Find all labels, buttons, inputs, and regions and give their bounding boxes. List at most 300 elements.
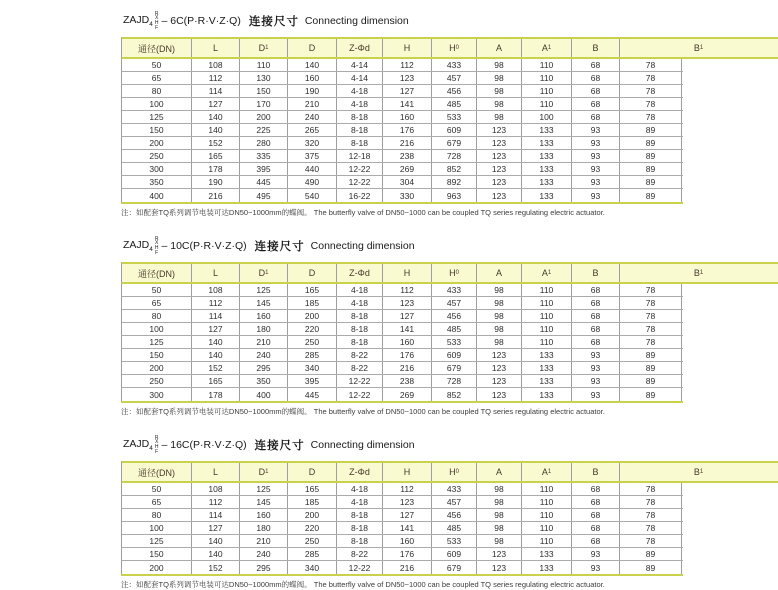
dimension-table-10c	[121, 262, 778, 403]
cell-B1: 78	[620, 535, 682, 547]
column-header-D1: D 1	[240, 39, 288, 57]
cell-DN: 300	[122, 388, 192, 401]
cell-H0: 679	[432, 137, 477, 149]
cell-H0: 433	[432, 59, 477, 71]
column-header-A1: A 1	[522, 463, 572, 481]
cell-H: 112	[383, 59, 432, 71]
cell-B1: 89	[620, 189, 682, 202]
column-header-H: H	[383, 463, 432, 481]
cell-D: 250	[288, 535, 337, 547]
cell-D: 165	[288, 284, 337, 296]
cell-D1: 240	[240, 548, 288, 560]
cell-A1: 133	[522, 548, 572, 560]
cell-L: 114	[192, 85, 240, 97]
cell-H0: 728	[432, 375, 477, 387]
cell-B1: 89	[620, 349, 682, 361]
cell-D: 185	[288, 297, 337, 309]
model-code: $ZAJD_4$	[123, 238, 153, 254]
cell-D: 265	[288, 124, 337, 136]
cell-A1: 110	[522, 310, 572, 322]
cell-D: 395	[288, 375, 337, 387]
cell-DN: 350	[122, 176, 192, 188]
cell-Z-d: 4-18	[337, 297, 383, 309]
table-title-10c	[123, 233, 778, 259]
cell-H0: 679	[432, 561, 477, 574]
cell-A: 98	[477, 111, 522, 123]
cell-H: 238	[383, 150, 432, 162]
cell-B1: 89	[620, 150, 682, 162]
table-row-dn-100	[121, 522, 683, 535]
cell-A: 123	[477, 375, 522, 387]
cell-A: 98	[477, 535, 522, 547]
table-row-dn-350	[121, 176, 683, 189]
cell-A1: 133	[522, 375, 572, 387]
cell-D1: 200	[240, 111, 288, 123]
cell-A: 123	[477, 362, 522, 374]
cell-B1: 78	[620, 522, 682, 534]
cell-B1: 89	[620, 137, 682, 149]
cell-DN: 65	[122, 496, 192, 508]
cell-A: 123	[477, 124, 522, 136]
cell-L: 152	[192, 561, 240, 574]
cell-A: 98	[477, 483, 522, 495]
cell-L: 108	[192, 59, 240, 71]
cell-DN: 50	[122, 483, 192, 495]
cell-Z-d: 12-22	[337, 163, 383, 175]
cell-D1: 295	[240, 362, 288, 374]
title-english: Connecting dimension	[310, 439, 415, 451]
table-section-10c	[121, 233, 778, 417]
cell-B1: 78	[620, 284, 682, 296]
cell-D: 320	[288, 137, 337, 149]
cell-D: 240	[288, 111, 337, 123]
cell-H0: 457	[432, 496, 477, 508]
cell-H: 160	[383, 535, 432, 547]
column-header-DN: 通径(DN)	[122, 463, 192, 481]
cell-A1: 133	[522, 362, 572, 374]
table-row-dn-100	[121, 323, 683, 336]
cell-H0: 852	[432, 388, 477, 401]
cell-H: 269	[383, 163, 432, 175]
cell-H: 330	[383, 189, 432, 202]
cell-D1: 130	[240, 72, 288, 84]
cell-H0: 892	[432, 176, 477, 188]
table-note: 注：如配套TQ系列调节电装可达DN50~1000mm的蝶阀。 The butterfly valve of DN50~1000 can be coupled TQ series regulating electric actuator.	[121, 208, 605, 217]
cell-Z-d: 4-18	[337, 98, 383, 110]
cell-H0: 485	[432, 323, 477, 335]
table-row-dn-65	[121, 496, 683, 509]
cell-H0: 679	[432, 362, 477, 374]
cell-B: 93	[572, 375, 620, 387]
cell-H: 141	[383, 98, 432, 110]
cell-B: 68	[572, 111, 620, 123]
cell-Z-d: 12-22	[337, 176, 383, 188]
cell-B: 68	[572, 496, 620, 508]
cell-Z-d: 4-18	[337, 483, 383, 495]
cell-A: 123	[477, 189, 522, 202]
cell-B1: 89	[620, 561, 682, 574]
cell-Z-d: 12-22	[337, 561, 383, 574]
cell-A1: 110	[522, 297, 572, 309]
cell-L: 140	[192, 535, 240, 547]
cell-A: 98	[477, 509, 522, 521]
cell-A1: 133	[522, 150, 572, 162]
cell-D: 185	[288, 496, 337, 508]
cell-A: 123	[477, 349, 522, 361]
table-row-dn-125	[121, 111, 683, 124]
cell-H: 127	[383, 310, 432, 322]
cell-L: 108	[192, 483, 240, 495]
cell-B: 68	[572, 323, 620, 335]
cell-H0: 433	[432, 483, 477, 495]
cell-D1: 160	[240, 310, 288, 322]
cell-H: 160	[383, 111, 432, 123]
cell-DN: 100	[122, 323, 192, 335]
cell-DN: 80	[122, 85, 192, 97]
cell-D1: 110	[240, 59, 288, 71]
cell-A1: 110	[522, 535, 572, 547]
cell-D1: 160	[240, 509, 288, 521]
cell-H0: 456	[432, 509, 477, 521]
cell-A: 98	[477, 323, 522, 335]
cell-B: 68	[572, 59, 620, 71]
table-row-dn-300	[121, 388, 683, 401]
cell-H: 141	[383, 323, 432, 335]
cell-D1: 225	[240, 124, 288, 136]
cell-H: 141	[383, 522, 432, 534]
cell-B: 93	[572, 163, 620, 175]
cell-DN: 250	[122, 375, 192, 387]
column-header-H: H	[383, 264, 432, 282]
cell-H0: 485	[432, 522, 477, 534]
cell-L: 114	[192, 509, 240, 521]
cell-DN: 100	[122, 522, 192, 534]
table-row-dn-100	[121, 98, 683, 111]
cell-H0: 533	[432, 111, 477, 123]
table-row-dn-150	[121, 349, 683, 362]
cell-D1: 350	[240, 375, 288, 387]
cell-H: 127	[383, 509, 432, 521]
cell-H0: 609	[432, 124, 477, 136]
cell-A: 123	[477, 548, 522, 560]
cell-L: 140	[192, 336, 240, 348]
cell-D: 445	[288, 388, 337, 401]
cell-L: 165	[192, 150, 240, 162]
table-row-dn-65	[121, 72, 683, 85]
table-body	[121, 284, 683, 403]
cell-D: 160	[288, 72, 337, 84]
column-header-D: D	[288, 39, 337, 57]
column-header-Z-d: Z-Φd	[337, 264, 383, 282]
cell-A1: 133	[522, 561, 572, 574]
cell-B1: 89	[620, 362, 682, 374]
cell-A: 123	[477, 388, 522, 401]
cell-A1: 110	[522, 483, 572, 495]
cell-A1: 133	[522, 349, 572, 361]
cell-A: 98	[477, 336, 522, 348]
table-row-dn-50	[121, 59, 683, 72]
cell-Z-d: 12-22	[337, 388, 383, 401]
table-note: 注：如配套TQ系列调节电装可达DN50~1000mm的蝶阀。 The butterfly valve of DN50~1000 can be coupled TQ series regulating electric actuator.	[121, 580, 605, 589]
cell-A1: 110	[522, 284, 572, 296]
cell-H0: 609	[432, 349, 477, 361]
cell-A1: 133	[522, 124, 572, 136]
cell-A: 123	[477, 137, 522, 149]
table-row-dn-50	[121, 284, 683, 297]
table-row-dn-125	[121, 535, 683, 548]
column-header-B1: B 1	[693, 268, 704, 278]
cell-DN: 125	[122, 111, 192, 123]
cell-A1: 110	[522, 98, 572, 110]
cell-D1: 295	[240, 561, 288, 574]
column-header-D1: D 1	[240, 463, 288, 481]
cell-A1: 110	[522, 323, 572, 335]
cell-A: 98	[477, 522, 522, 534]
cell-B1: 89	[620, 163, 682, 175]
cell-D: 285	[288, 349, 337, 361]
cell-Z-d: 4-18	[337, 496, 383, 508]
cell-D: 540	[288, 189, 337, 202]
cell-DN: 200	[122, 362, 192, 374]
cell-B: 93	[572, 189, 620, 202]
pressure-spec: – 16C(P·R·V·Z·Q)	[161, 439, 247, 451]
cell-H: 216	[383, 362, 432, 374]
cell-A: 98	[477, 59, 522, 71]
cell-H0: 485	[432, 98, 477, 110]
cell-A: 98	[477, 310, 522, 322]
cell-A: 123	[477, 561, 522, 574]
cell-Z-d: 8-18	[337, 509, 383, 521]
cell-Z-d: 4-14	[337, 72, 383, 84]
cell-D: 285	[288, 548, 337, 560]
table-title-6c	[123, 8, 778, 34]
column-header-H0: H 0	[432, 463, 477, 481]
column-header-DN: 通径(DN)	[122, 264, 192, 282]
cell-L: 108	[192, 284, 240, 296]
cell-DN: 100	[122, 98, 192, 110]
table-body	[121, 59, 683, 204]
column-header-Z-d: Z-Φd	[337, 39, 383, 57]
cell-B1: 78	[620, 509, 682, 521]
cell-DN: 200	[122, 561, 192, 574]
cell-H: 238	[383, 375, 432, 387]
column-header-B: B	[572, 264, 620, 282]
table-header-row	[121, 262, 778, 284]
cell-L: 127	[192, 522, 240, 534]
column-header-H0: H 0	[432, 39, 477, 57]
cell-DN: 300	[122, 163, 192, 175]
column-header-L: L	[192, 39, 240, 57]
cell-A: 123	[477, 176, 522, 188]
column-header-A1: A 1	[522, 39, 572, 57]
cell-D: 165	[288, 483, 337, 495]
cell-A1: 133	[522, 176, 572, 188]
cell-L: 114	[192, 310, 240, 322]
column-header-DN: 通径(DN)	[122, 39, 192, 57]
cell-D: 375	[288, 150, 337, 162]
cell-Z-d: 8-18	[337, 522, 383, 534]
cell-B1: 78	[620, 297, 682, 309]
cell-B: 93	[572, 137, 620, 149]
cell-A1: 110	[522, 509, 572, 521]
table-row-dn-150	[121, 124, 683, 137]
title-chinese: 连接尺寸	[254, 440, 305, 452]
table-row-dn-200	[121, 362, 683, 375]
cell-H0: 457	[432, 72, 477, 84]
cell-B: 93	[572, 362, 620, 374]
dimension-table-16c	[121, 461, 778, 576]
cell-B: 93	[572, 388, 620, 401]
cell-L: 216	[192, 189, 240, 202]
cell-L: 190	[192, 176, 240, 188]
cell-D: 490	[288, 176, 337, 188]
cell-L: 140	[192, 111, 240, 123]
cell-L: 127	[192, 98, 240, 110]
cell-Z-d: 12-18	[337, 150, 383, 162]
cell-B1: 78	[620, 336, 682, 348]
cell-B: 68	[572, 483, 620, 495]
cell-B: 93	[572, 150, 620, 162]
cell-D: 250	[288, 336, 337, 348]
cell-H: 304	[383, 176, 432, 188]
column-header-L: L	[192, 463, 240, 481]
cell-B1: 89	[620, 388, 682, 401]
title-chinese: 连接尺寸	[254, 241, 305, 253]
cell-A: 123	[477, 150, 522, 162]
model-code: $ZAJD_4$	[123, 13, 153, 29]
table-row-dn-50	[121, 483, 683, 496]
column-header-D: D	[288, 264, 337, 282]
cell-B: 68	[572, 310, 620, 322]
table-header-row	[121, 461, 778, 483]
cell-B: 68	[572, 336, 620, 348]
cell-B: 93	[572, 124, 620, 136]
cell-DN: 80	[122, 509, 192, 521]
cell-D1: 210	[240, 535, 288, 547]
cell-A1: 133	[522, 163, 572, 175]
column-header-B: B	[572, 463, 620, 481]
cell-A: 98	[477, 496, 522, 508]
cell-A: 98	[477, 284, 522, 296]
cell-H: 112	[383, 284, 432, 296]
table-row-dn-200	[121, 561, 683, 574]
cell-H: 112	[383, 483, 432, 495]
cell-Z-d: 8-18	[337, 535, 383, 547]
table-row-dn-250	[121, 375, 683, 388]
cell-H: 160	[383, 336, 432, 348]
cell-D: 140	[288, 59, 337, 71]
cell-D1: 125	[240, 284, 288, 296]
cell-A: 98	[477, 85, 522, 97]
cell-A1: 110	[522, 59, 572, 71]
cell-D1: 150	[240, 85, 288, 97]
cell-D1: 210	[240, 336, 288, 348]
cell-D1: 170	[240, 98, 288, 110]
cell-L: 112	[192, 297, 240, 309]
table-row-dn-65	[121, 297, 683, 310]
cell-D: 190	[288, 85, 337, 97]
cell-D: 340	[288, 362, 337, 374]
model-variant-stack: R X H F	[154, 434, 159, 455]
cell-A: 98	[477, 297, 522, 309]
cell-B: 93	[572, 561, 620, 574]
cell-H: 123	[383, 72, 432, 84]
cell-Z-d: 8-18	[337, 137, 383, 149]
cell-DN: 65	[122, 72, 192, 84]
cell-H: 176	[383, 124, 432, 136]
cell-B1: 78	[620, 59, 682, 71]
title-english: Connecting dimension	[310, 240, 415, 252]
cell-A: 98	[477, 72, 522, 84]
cell-H0: 609	[432, 548, 477, 560]
cell-Z-d: 8-18	[337, 124, 383, 136]
table-row-dn-200	[121, 137, 683, 150]
cell-DN: 250	[122, 150, 192, 162]
cell-Z-d: 12-22	[337, 375, 383, 387]
cell-A: 98	[477, 98, 522, 110]
cell-H0: 533	[432, 336, 477, 348]
cell-B: 93	[572, 349, 620, 361]
cell-Z-d: 4-14	[337, 59, 383, 71]
dimension-table-6c	[121, 37, 778, 204]
cell-D: 200	[288, 310, 337, 322]
cell-L: 178	[192, 388, 240, 401]
table-header-row	[121, 37, 778, 59]
cell-D1: 495	[240, 189, 288, 202]
cell-H0: 433	[432, 284, 477, 296]
cell-B1: 78	[620, 496, 682, 508]
cell-H: 269	[383, 388, 432, 401]
pressure-spec: – 6C(P·R·V·Z·Q)	[161, 15, 241, 27]
table-note: 注：如配套TQ系列调节电装可达DN50~1000mm的蝶阀。 The butterfly valve of DN50~1000 can be coupled TQ series regulating electric actuator.	[121, 407, 605, 416]
cell-D1: 145	[240, 496, 288, 508]
model-variant-stack: R X H F	[154, 235, 159, 256]
table-row-dn-150	[121, 548, 683, 561]
cell-Z-d: 16-22	[337, 189, 383, 202]
cell-B1: 78	[620, 310, 682, 322]
cell-D1: 335	[240, 150, 288, 162]
cell-B1: 78	[620, 483, 682, 495]
cell-D1: 400	[240, 388, 288, 401]
cell-DN: 50	[122, 284, 192, 296]
cell-Z-d: 8-22	[337, 548, 383, 560]
table-row-dn-250	[121, 150, 683, 163]
cell-DN: 50	[122, 59, 192, 71]
cell-Z-d: 4-18	[337, 85, 383, 97]
cell-B: 68	[572, 284, 620, 296]
cell-B: 68	[572, 522, 620, 534]
column-header-H: H	[383, 39, 432, 57]
cell-DN: 150	[122, 124, 192, 136]
cell-Z-d: 8-18	[337, 111, 383, 123]
cell-DN: 65	[122, 297, 192, 309]
cell-B1: 89	[620, 375, 682, 387]
cell-B: 68	[572, 98, 620, 110]
cell-A1: 110	[522, 496, 572, 508]
cell-B: 68	[572, 72, 620, 84]
table-row-dn-300	[121, 163, 683, 176]
cell-B: 68	[572, 85, 620, 97]
cell-D: 220	[288, 522, 337, 534]
table-section-16c	[121, 432, 778, 590]
cell-L: 112	[192, 72, 240, 84]
cell-A1: 100	[522, 111, 572, 123]
title-english: Connecting dimension	[304, 15, 409, 27]
cell-H0: 456	[432, 310, 477, 322]
cell-L: 152	[192, 137, 240, 149]
cell-B: 93	[572, 176, 620, 188]
cell-L: 140	[192, 124, 240, 136]
